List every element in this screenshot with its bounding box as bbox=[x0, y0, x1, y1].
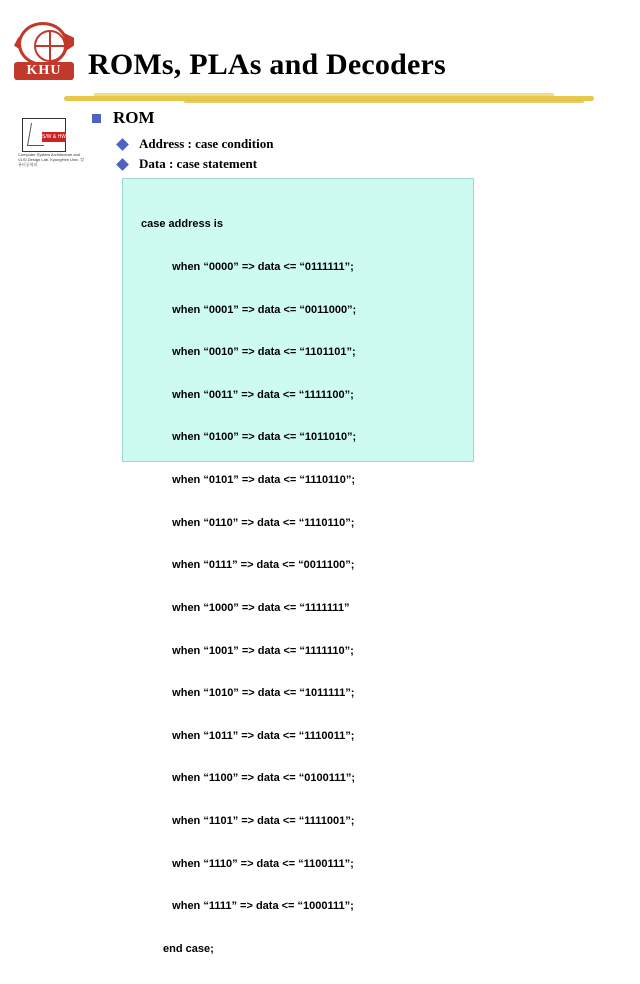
code-line: when “1010” => data <= “1011111”; bbox=[163, 687, 355, 700]
bullet-level1-rom bbox=[92, 108, 155, 128]
code-line: when “0101” => data <= “1110110”; bbox=[163, 474, 356, 487]
code-line: when “0010” => data <= “1101101”; bbox=[163, 346, 356, 359]
diamond-bullet-icon bbox=[116, 138, 129, 151]
code-line: when “1000” => data <= “1111111” bbox=[163, 601, 350, 614]
code-line: when “0110” => data <= “1110110”; bbox=[163, 516, 355, 529]
title-underline-stroke-3 bbox=[184, 100, 584, 103]
code-line: end case; bbox=[163, 942, 214, 955]
code-line: when “1110” => data <= “1100111”; bbox=[163, 857, 354, 870]
vhdl-code bbox=[123, 179, 473, 984]
emblem-globe-icon bbox=[34, 30, 66, 62]
lab-logo-badge: S/W & HW Lab bbox=[42, 134, 66, 150]
code-line: when “0011” => data <= “1111100”; bbox=[163, 388, 354, 401]
slide-title: ROMs, PLAs and Decoders bbox=[88, 48, 446, 81]
code-line: when “0001” => data <= “0011000”; bbox=[163, 303, 357, 316]
code-block-panel bbox=[122, 178, 474, 955]
lab-logo-caption: Computer System Architecture and VLSI Design Lab. KyungHee Univ. 컴퓨터공학과 bbox=[18, 152, 84, 167]
bullet-level2-address bbox=[118, 136, 273, 152]
emblem-circle-icon bbox=[18, 22, 68, 66]
code-line: case address is bbox=[141, 218, 223, 231]
emblem-band-label: KHU bbox=[14, 62, 74, 80]
diamond-bullet-icon bbox=[116, 158, 129, 171]
square-bullet-icon bbox=[92, 114, 101, 123]
bullet-level1-label: ROM bbox=[113, 108, 155, 127]
title-underline-rule bbox=[64, 92, 594, 104]
bullet-level2-data bbox=[118, 156, 257, 172]
bullet-level2-label-data: Data : case statement bbox=[139, 156, 258, 171]
code-line: when “0000” => data <= “0111111”; bbox=[163, 261, 354, 274]
code-line: when “1011” => data <= “1110011”; bbox=[163, 729, 355, 742]
code-line: when “1100” => data <= “0100111”; bbox=[163, 772, 356, 785]
code-line: when “1101” => data <= “1111001”; bbox=[163, 814, 355, 827]
bullet-level2-label-address: Address : case condition bbox=[139, 136, 274, 151]
code-line: when “1111” => data <= “1000111”; bbox=[163, 900, 354, 913]
code-line: when “0100” => data <= “1011010”; bbox=[163, 431, 357, 444]
khu-emblem-logo bbox=[14, 22, 76, 84]
lab-logo bbox=[18, 118, 84, 166]
code-line: when “0111” => data <= “0011100”; bbox=[163, 559, 355, 572]
code-line: when “1001” => data <= “1111110”; bbox=[163, 644, 354, 657]
